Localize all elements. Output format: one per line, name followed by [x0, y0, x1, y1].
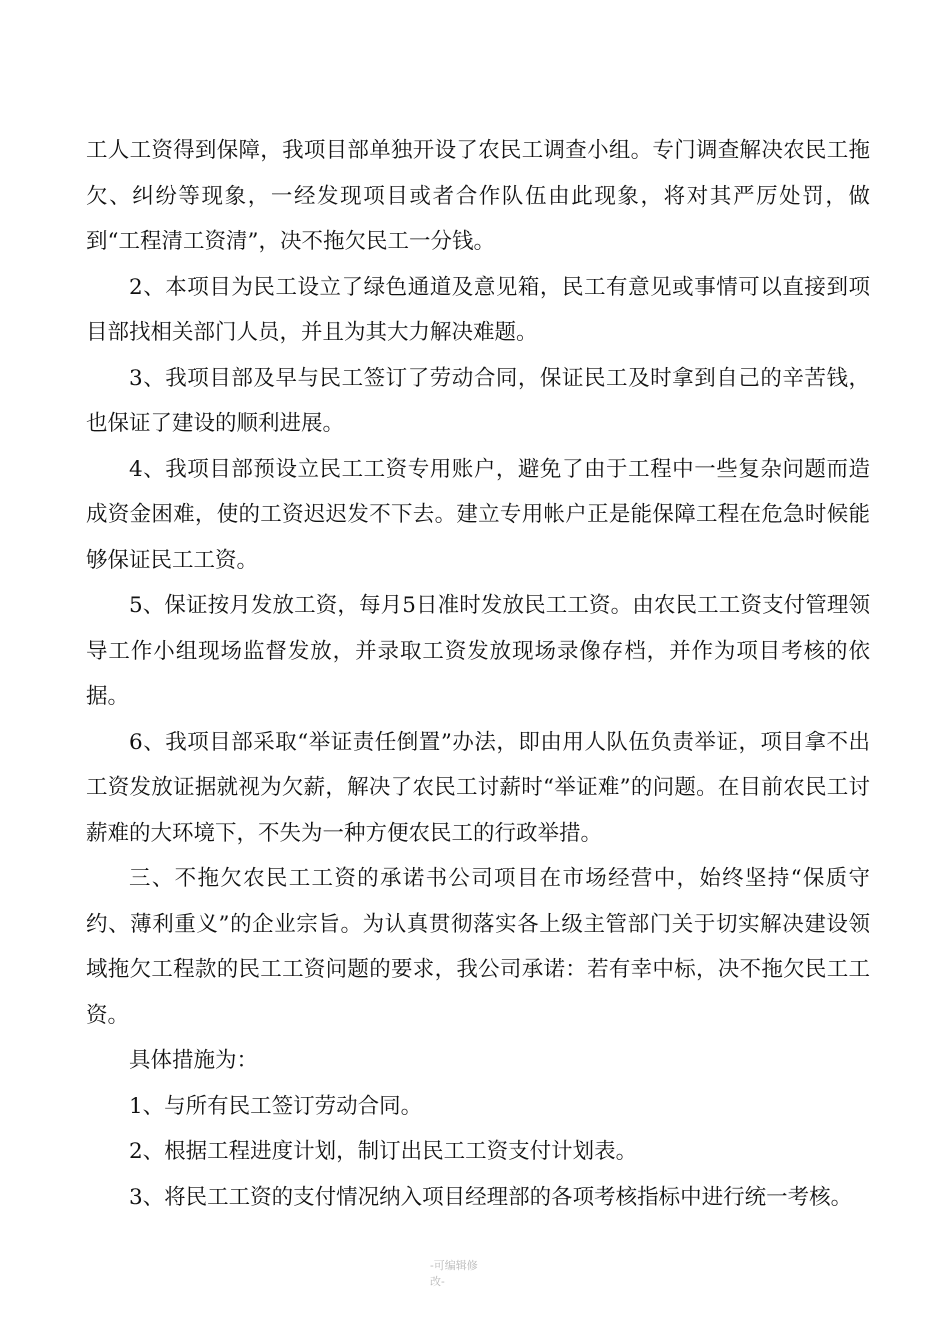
paragraph-measure-2: 2、根据工程进度计划，制订出民工工资支付计划表。	[129, 1139, 638, 1164]
footer-line-1: -可编辑修	[430, 1259, 478, 1272]
paragraph-measure-3: 3、将民工工资的支付情况纳入项目经理部的各项考核指标中进行统一考核。	[129, 1184, 853, 1210]
paragraph-item-4: 4、我项目部预设立民工工资专用账户，避免了由于工程中一些复杂问题而造成资金困难，使的工资迟迟发不下去。建立专用帐户正是能保障工程在危急时候能够保证民工工资。	[86, 456, 870, 573]
paragraph-section-3: 三、不拖欠农民工工资的承诺书公司项目在市场经营中，始终坚持“保质守约、薄利重义”的企业宗旨。为认真贯彻落实各上级主管部门关于切实解决建设领域拖欠工程款的民工工资问题的要求，我公司承诺：若有幸中标，决不拖欠民工工资。	[86, 866, 870, 1028]
document-body	[86, 128, 870, 1220]
footer-line-2: 改-	[430, 1275, 445, 1288]
paragraph-measure-1: 1、与所有民工签订劳动合同。	[129, 1093, 423, 1119]
paragraph-measures-heading: 具体措施为：	[129, 1048, 259, 1073]
paragraph-item-3: 3、我项目部及早与民工签订了劳动合同，保证民工及时拿到自己的辛苦钱，也保证了建设的顺利进展。	[86, 365, 870, 436]
page-footer	[430, 1258, 510, 1290]
paragraph-continuation: 工人工资得到保障，我项目部单独开设了农民工调查小组。专门调查解决农民工拖欠、纠纷等现象，一经发现项目或者合作队伍由此现象，将对其严厉处罚，做到“工程清工资清”，决不拖欠民工一分钱。	[86, 138, 870, 254]
paragraph-item-2: 2、本项目为民工设立了绿色通道及意见箱，民工有意见或事情可以直接到项目部找相关部门人员，并且为其大力解决难题。	[86, 274, 870, 345]
paragraph-item-5: 5、保证按月发放工资，每月5日准时发放民工工资。由农民工工资支付管理领导工作小组现场监督发放，并录取工资发放现场录像存档，并作为项目考核的依据。	[86, 593, 870, 709]
paragraph-item-6: 6、我项目部采取“举证责任倒置”办法，即由用人队伍负责举证，项目拿不出工资发放证据就视为欠薪，解决了农民工讨薪时“举证难”的问题。在目前农民工讨薪难的大环境下，不失为一种方便农民工的行政举措。	[86, 729, 870, 846]
